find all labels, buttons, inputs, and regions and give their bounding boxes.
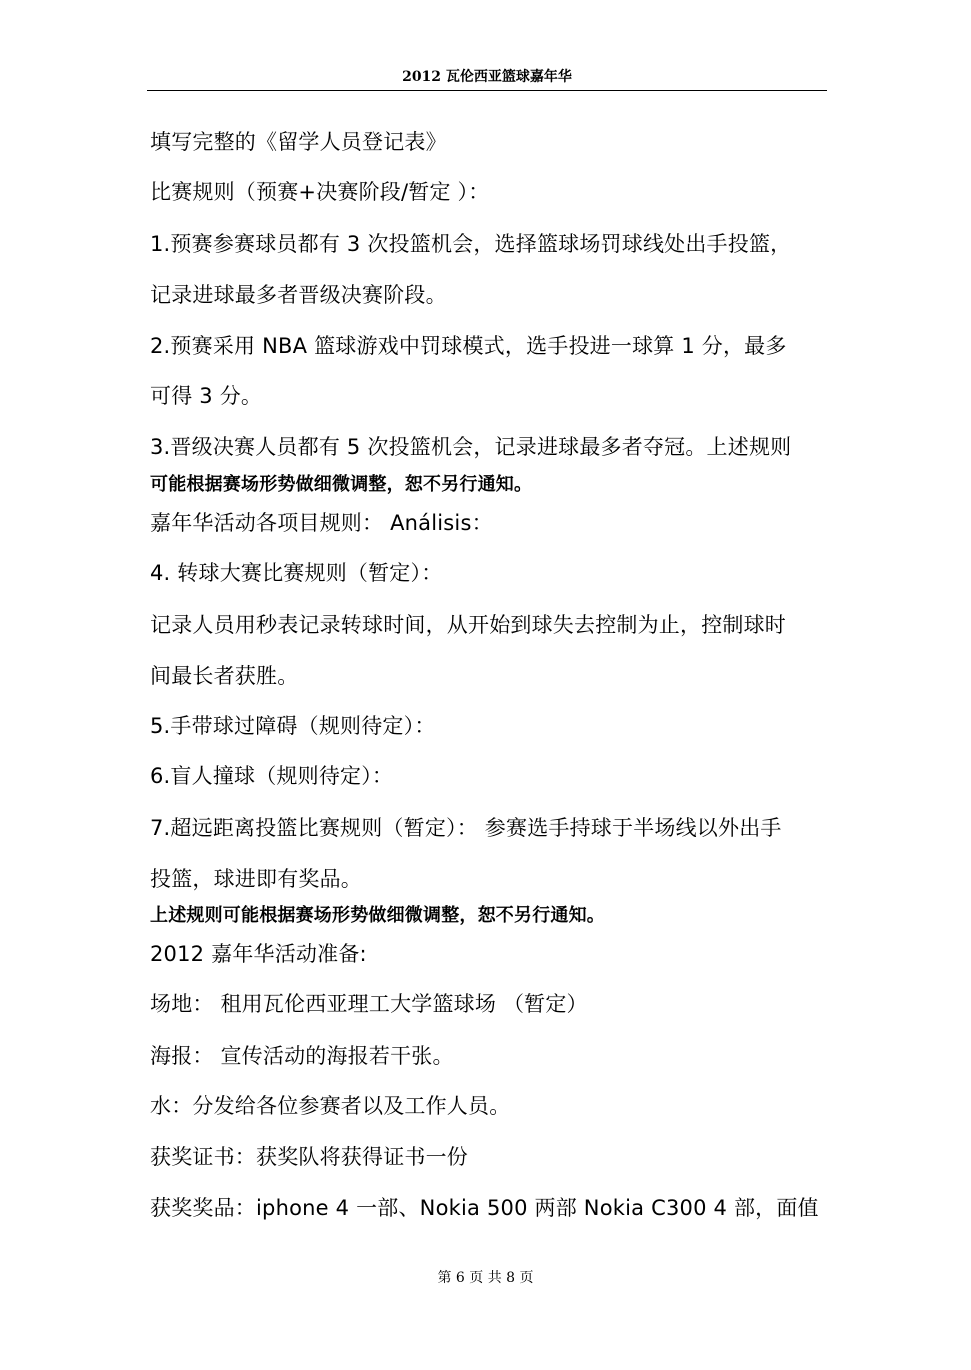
body-line-6: 可得 3 分。 [150, 384, 263, 408]
rules-notice-2: 上述规则可能根据赛场形势做细微调整，恕不另行通知。 [150, 905, 605, 926]
body-line-5: 2.预赛采用 NBA 篮球游戏中罚球模式，选手投进一球算 1 分，最多 [150, 334, 787, 358]
rules-heading: 比赛规则（预赛+决赛阶段/暂定 ）： [150, 180, 490, 204]
body-line-11: 记录人员用秒表记录转球时间，从开始到球失去控制为止，控制球时 [150, 613, 786, 637]
body-line-16: 投篮，球进即有奖品。 [150, 867, 362, 891]
body-line-23: 获奖奖品：iphone 4 一部、Nokia 500 两部 Nokia C300 4 部，面值 [150, 1196, 819, 1220]
page-number: 第 6 页 共 8 页 [437, 1270, 534, 1286]
body-line-15: 7.超远距离投篮比赛规则（暂定）： 参赛选手持球于半场线以外出手 [150, 816, 782, 840]
body-line-21: 水：分发给各位参赛者以及工作人员。 [150, 1094, 511, 1118]
page-header: 2012 瓦伦西亚篮球嘉年华 [147, 64, 827, 91]
body-line-3: 1.预赛参赛球员都有 3 次投篮机会，选择篮球场罚球线处出手投篮， [150, 232, 792, 256]
body-line-20: 海报： 宣传活动的海报若干张。 [150, 1044, 454, 1068]
body-line-19: 场地： 租用瓦伦西亚理工大学篮球场 （暂定） [150, 992, 588, 1016]
preparation-heading: 2012 嘉年华活动准备: [150, 942, 367, 966]
body-line-1: 填写完整的《留学人员登记表》 [150, 130, 447, 154]
body-line-12: 间最长者获胜。 [150, 664, 299, 688]
carnival-rules-heading: 嘉年华活动各项目规则： Análisis： [150, 511, 493, 535]
body-line-14: 6.盲人撞球（规则待定）： [150, 764, 394, 788]
body-line-13: 5.手带球过障碍（规则待定）： [150, 714, 436, 738]
body-line-22: 获奖证书：获奖队将获得证书一份 [150, 1145, 468, 1169]
rules-notice-1: 可能根据赛场形势做细微调整，恕不另行通知。 [150, 474, 533, 495]
body-line-10: 4. 转球大赛比赛规则（暂定）： [150, 561, 443, 585]
body-line-4: 记录进球最多者晋级决赛阶段。 [150, 283, 447, 307]
body-line-7: 3.晋级决赛人员都有 5 次投篮机会，记录进球最多者夺冠。上述规则 [150, 435, 792, 459]
